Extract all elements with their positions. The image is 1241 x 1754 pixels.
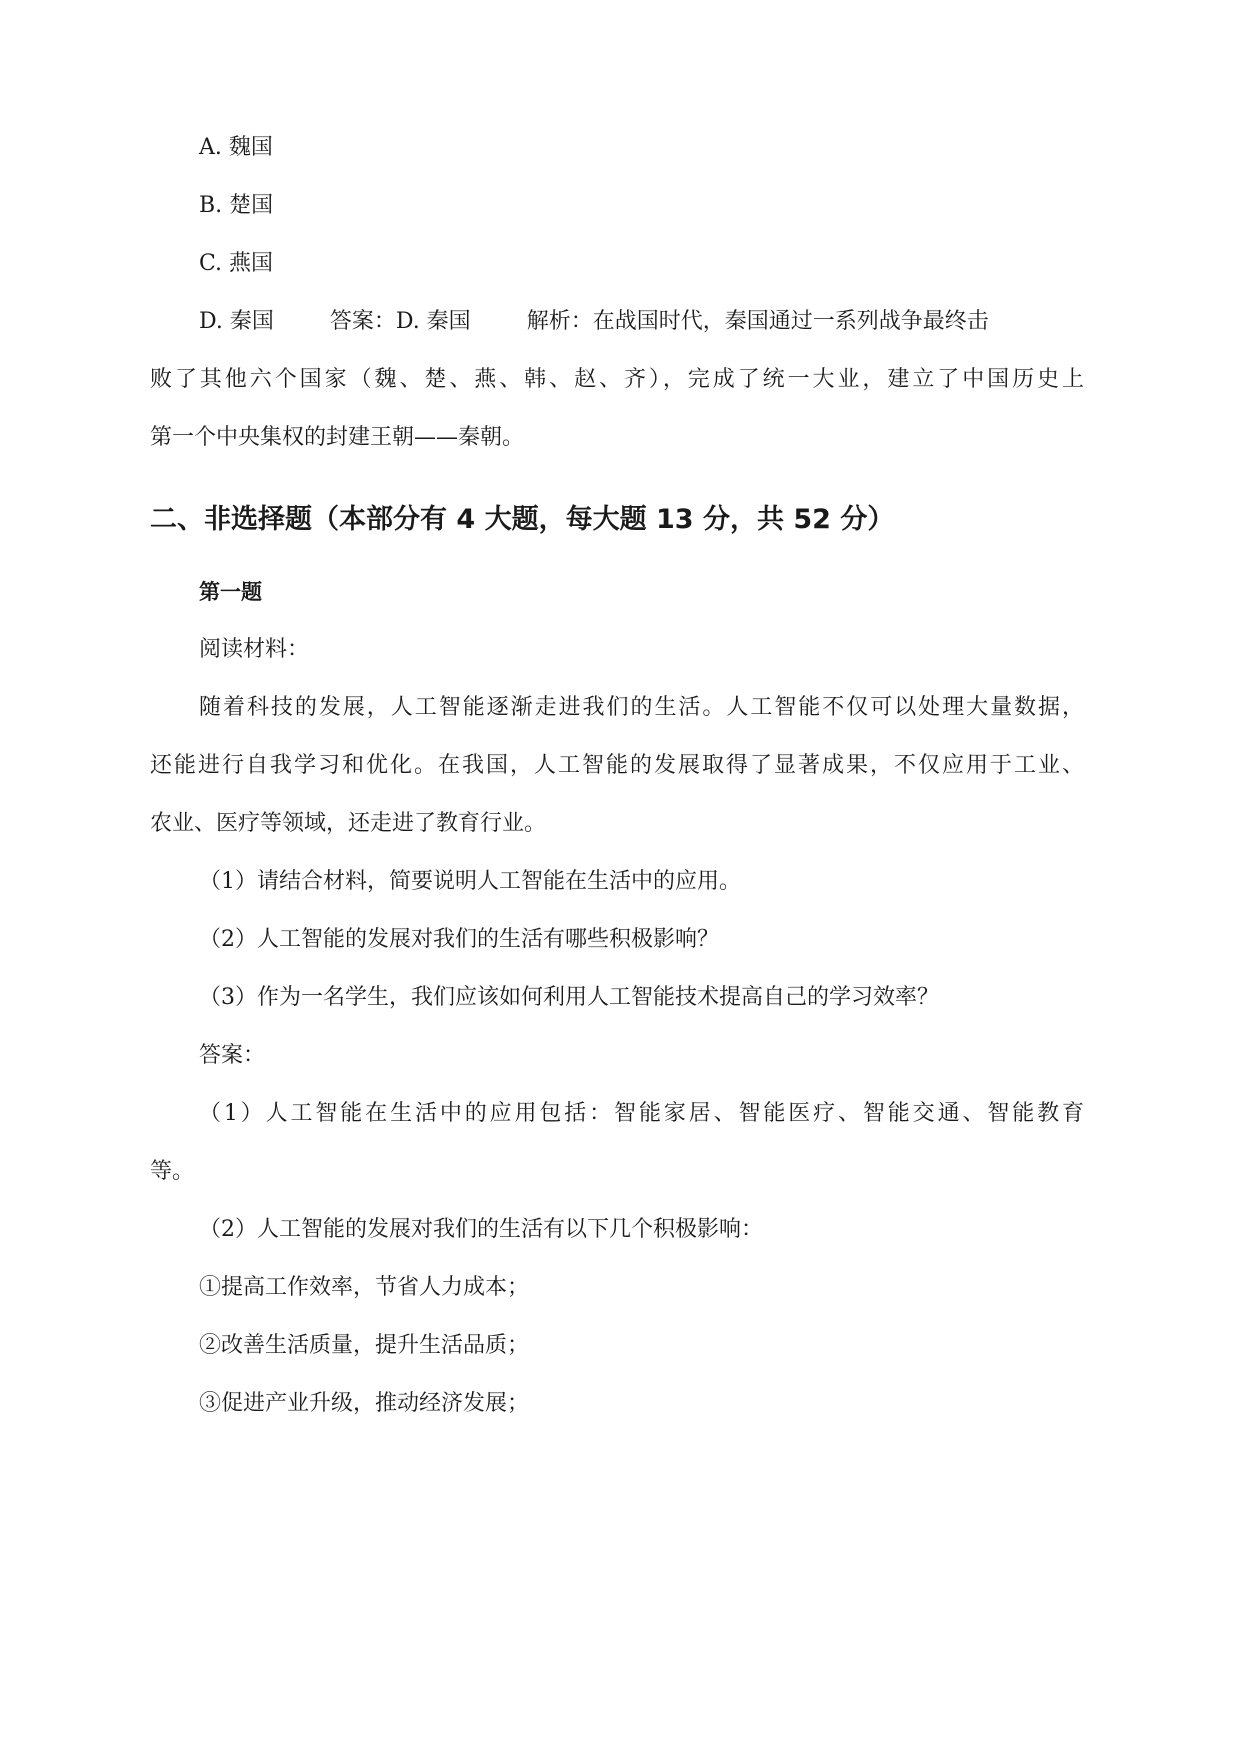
analysis-text: 解析：在战国时代，秦国通过一系列战争最终击 [526, 309, 989, 334]
option-d-answer-line [199, 307, 989, 337]
option-d: D. 秦国 [199, 309, 274, 334]
answer-2-point-1: ①提高工作效率，节省人力成本； [199, 1275, 530, 1300]
material-line-3: 农业、医疗等领域，还走进了教育行业。 [150, 811, 547, 836]
section-heading: 二、非选择题（本部分有 4 大题，每大题 13 分，共 52 分） [150, 504, 895, 535]
answer-2-point-2: ②改善生活质量，提升生活品质； [199, 1333, 530, 1358]
question-1: （1）请结合材料，简要说明人工智能在生活中的应用。 [199, 869, 741, 894]
answer-1-line-1: （1）人工智能在生活中的应用包括：智能家居、智能医疗、智能交通、智能教育 [199, 1101, 1084, 1126]
option-c: C. 燕国 [199, 251, 274, 276]
answer-text: 答案：D. 秦国 [329, 309, 471, 334]
material-line-1: 随着科技的发展，人工智能逐渐走进我们的生活。人工智能不仅可以处理大量数据， [199, 695, 1084, 720]
question-2: （2）人工智能的发展对我们的生活有哪些积极影响？ [199, 927, 719, 952]
option-a: A. 魏国 [199, 135, 273, 160]
analysis-line-2: 败了其他六个国家（魏、楚、燕、韩、赵、齐），完成了统一大业，建立了中国历史上 [150, 367, 1084, 392]
analysis-line-3: 第一个中央集权的封建王朝——秦朝。 [150, 425, 525, 450]
answer-2-point-3: ③促进产业升级，推动经济发展； [199, 1391, 530, 1416]
option-b: B. 楚国 [199, 193, 274, 218]
material-line-2: 还能进行自我学习和优化。在我国，人工智能的发展取得了显著成果，不仅应用于工业、 [150, 753, 1084, 778]
answer-2-intro: （2）人工智能的发展对我们的生活有以下几个积极影响： [199, 1217, 763, 1242]
answer-label: 答案： [199, 1043, 266, 1068]
material-label: 阅读材料： [199, 637, 310, 662]
question-3: （3）作为一名学生，我们应该如何利用人工智能技术提高自己的学习效率？ [199, 985, 939, 1010]
question-title: 第一题 [199, 580, 262, 604]
answer-1-line-2: 等。 [150, 1159, 195, 1184]
